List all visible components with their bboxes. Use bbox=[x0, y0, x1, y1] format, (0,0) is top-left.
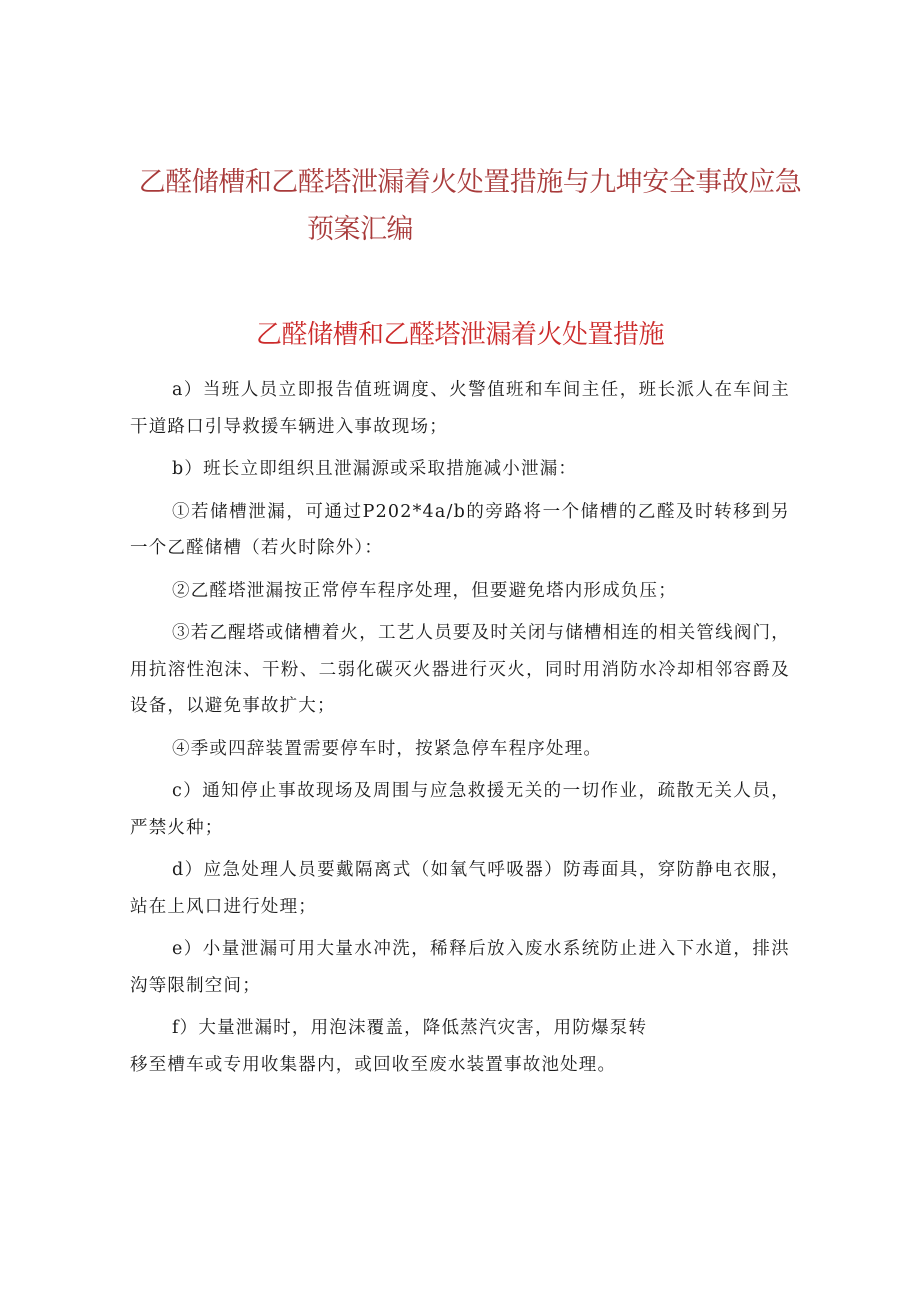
paragraph-f: f）大量泄漏时，用泡沫覆盖，降低蒸汽灾害，用防爆泵转 bbox=[172, 1018, 648, 1038]
paragraph-c: c）通知停止事故现场及周围与应急救援无关的一切作业，疏散无关人员，严禁火种； bbox=[130, 781, 790, 838]
document-title-line-1: 乙醛储槽和乙醛塔泄漏着火处置措施与九坤安全事故应急 bbox=[138, 167, 802, 198]
section-title: 乙醛储槽和乙醛塔泄漏着火处置措施 bbox=[255, 320, 664, 350]
paragraph-b-3: ③若乙醒塔或储槽着火，工艺人员要及时关闭与储槽相连的相关管线阀门，用抗溶性泡沫、干粉、二弱化碳灭火器进行灭火，同时用消防水冷却相邻容爵及设备，以避免事故扩大； bbox=[130, 623, 790, 716]
paragraph-f-continued: 移至槽车或专用收集器内，或回收至废水装置事故池处理。 bbox=[130, 1054, 617, 1075]
document-title-line-2: 预案汇编 bbox=[307, 214, 413, 245]
paragraph-a: a）当班人员立即报告值班调度、火警值班和车间主任，班长派人在车间主干道路口引导救援车辆进入事故现场； bbox=[130, 380, 790, 437]
paragraph-b-2: ②乙醛塔泄漏按正常停车程序处理，但要避免塔内形成负压； bbox=[172, 580, 677, 601]
paragraph-b-1: ①若储槽泄漏，可通过P202*4a/b的旁路将一个储槽的乙醛及时转移到另一个乙醛储槽（若火时除外）： bbox=[130, 501, 790, 558]
paragraph-b-4: ④季或四辞装置需要停车时，按紧急停车程序处理。 bbox=[172, 738, 603, 759]
paragraph-b: b）班长立即组织且泄漏源或采取措施减小泄漏： bbox=[172, 459, 578, 479]
paragraph-d: d）应急处理人员要戴隔离式（如氧气呼吸器）防毒面具，穿防静电衣服，站在上风口进行处理； bbox=[130, 860, 790, 917]
paragraph-e: e）小量泄漏可用大量水冲洗，稀释后放入废水系统防止进入下水道，排洪沟等限制空间； bbox=[130, 939, 790, 996]
document-body bbox=[130, 372, 790, 1089]
